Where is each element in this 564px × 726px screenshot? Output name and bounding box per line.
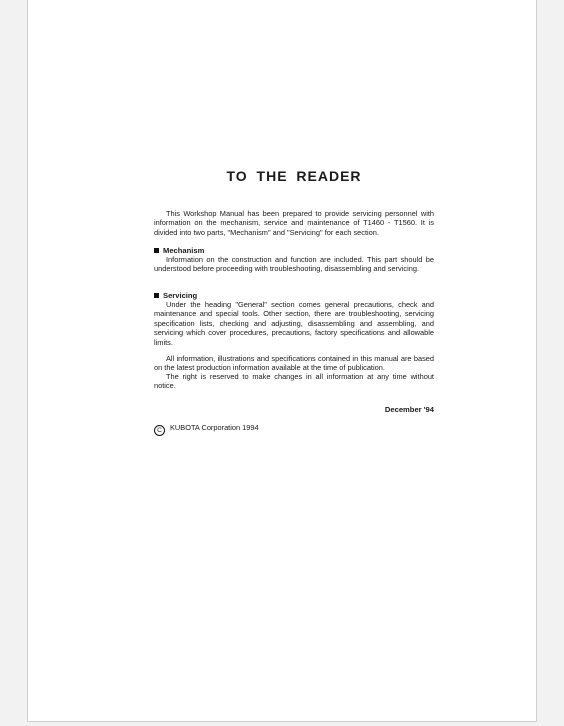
section-heading-label: Servicing bbox=[163, 291, 198, 300]
bullet-icon bbox=[154, 248, 159, 253]
copyright-icon: C bbox=[154, 425, 165, 436]
bullet-icon bbox=[154, 293, 159, 298]
rights-note: The right is reserved to make changes in all information at any time without notice. bbox=[154, 372, 434, 391]
copyright-text: KUBOTA Corporation 1994 bbox=[170, 423, 259, 432]
section-body-servicing: Under the heading "General" section comes general precautions, check and maintenance and special tools. Other section, there are troubleshooting, servicing specification lists, checking and adjusting, disassembling and assembling, and servicing which cover procedures, precautions, factory specifications and allowable limits. bbox=[154, 300, 434, 347]
publication-date: December '94 bbox=[384, 405, 434, 414]
document-page bbox=[27, 0, 537, 722]
section-body-mechanism: Information on the construction and function are included. This part should be understood before proceeding with troubleshooting, disassembling and servicing. bbox=[154, 255, 434, 274]
page-title: TO THE READER bbox=[226, 168, 362, 184]
publication-note: All information, illustrations and specifications contained in this manual are based on the latest production information available at the time of publication. bbox=[154, 354, 434, 373]
intro-paragraph: This Workshop Manual has been prepared to provide servicing personnel with information on the mechanism, service and maintenance of T1460 - T1560. It is divided into two parts, "Mechanism" and "Servicing" for each section. bbox=[154, 209, 434, 237]
copyright-line bbox=[154, 423, 259, 436]
section-heading-label: Mechanism bbox=[163, 246, 205, 255]
